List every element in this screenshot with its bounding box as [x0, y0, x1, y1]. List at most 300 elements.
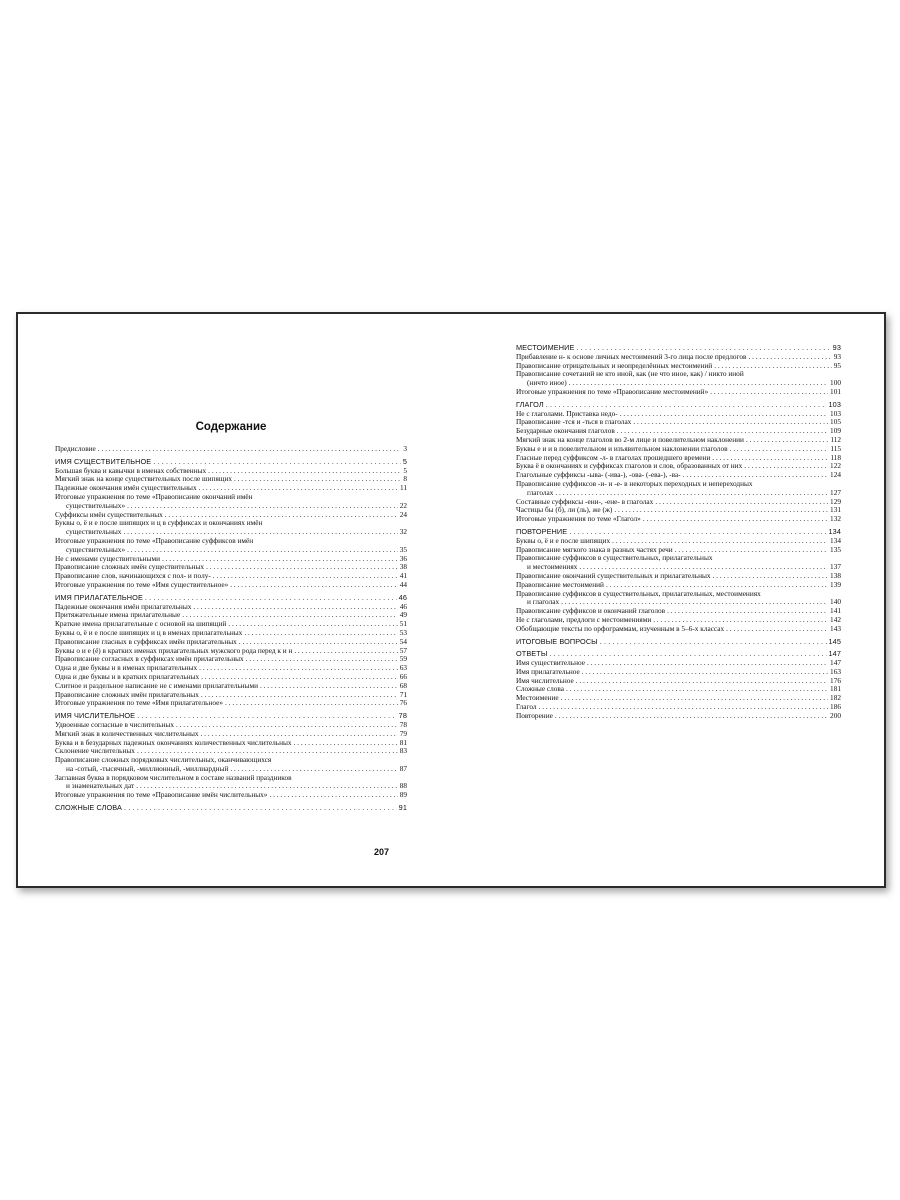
toc-section	[55, 712, 407, 721]
toc-entry-page: 147	[830, 659, 841, 668]
toc-entry	[516, 515, 841, 524]
dot-leader	[748, 353, 831, 362]
toc-entry	[55, 475, 407, 484]
toc-entry-line	[55, 747, 407, 756]
toc-entry-page: 11	[399, 484, 407, 493]
toc-entry-line	[55, 445, 407, 454]
toc-entry-line	[516, 537, 841, 546]
toc-entry-title: Сложные слова	[516, 685, 565, 694]
toc-entry-title: Правописание мягкого знака в разных частях речи	[516, 545, 673, 554]
toc-entry-title: Итоговые упражнения по теме «Правописание местоимений»	[516, 387, 709, 396]
dot-leader	[294, 647, 397, 656]
dot-leader	[746, 436, 828, 445]
toc-entry-line	[516, 427, 841, 436]
toc-entry-title: Глагол	[516, 703, 537, 712]
toc-entry-page: 138	[830, 571, 841, 580]
toc-entry-title: Падежные окончания имён прилагательных	[55, 602, 192, 611]
toc-entry-page: 36	[399, 554, 407, 563]
toc-entry-line	[55, 712, 407, 721]
toc-entry	[516, 498, 841, 507]
toc-entry-title: Частицы бы (б), ли (ль), же (ж)	[516, 506, 613, 515]
toc-entry	[516, 546, 841, 555]
toc-entry-page: 101	[830, 387, 841, 396]
toc-entry-line	[55, 804, 407, 813]
toc-entry-line	[516, 563, 841, 572]
toc-entry-title: Краткие имена прилагательные с основой на шипящий	[55, 620, 227, 629]
toc-entry-title: Имя прилагательное	[516, 667, 580, 676]
toc-entry-line	[516, 362, 841, 371]
toc-entry-title: и глаголах	[527, 598, 560, 607]
toc-entry-line	[55, 655, 407, 664]
toc-entry-title: Правописание сложных имён прилагательных	[55, 690, 199, 699]
toc-entry-page: 95	[833, 361, 841, 370]
toc-entry-line	[55, 611, 407, 620]
toc-entry	[516, 677, 841, 686]
dot-leader	[712, 454, 828, 463]
toc-entry	[55, 572, 407, 581]
toc-entry-title: Итоговые упражнения по теме «Имя существительное»	[55, 580, 229, 589]
dot-leader	[730, 445, 829, 454]
dot-leader	[165, 511, 398, 520]
toc-entry-line	[55, 484, 407, 493]
dot-leader	[614, 506, 828, 515]
dot-leader	[549, 650, 826, 659]
toc-entry-line	[55, 721, 407, 730]
toc-entry	[516, 462, 841, 471]
toc-entry	[516, 506, 841, 515]
toc-entry-title: ИМЯ СУЩЕСТВИТЕЛЬНОЕ	[55, 457, 152, 466]
toc-entry-title-first-line: Итоговые упражнения по теме «Правописание суффиксов имён	[55, 536, 254, 545]
toc-entry-page: 103	[828, 400, 841, 409]
toc-entry-title: Составные суффиксы -ени-, -ене- в глаголах	[516, 497, 654, 506]
toc-entry-page: 71	[399, 690, 407, 699]
dot-leader	[239, 638, 398, 647]
toc-entry-title: Повторение	[516, 711, 553, 720]
toc-entry	[55, 747, 407, 756]
toc-entry-page: 49	[399, 611, 407, 620]
toc-entry-page: 147	[828, 650, 841, 659]
toc-entry-line	[516, 659, 841, 668]
dot-leader	[617, 427, 828, 436]
toc-entry-page: 51	[399, 620, 407, 629]
toc-entry-title: Обобщающие тексты по орфограммам, изученным в 5–6-х классах	[516, 624, 725, 633]
toc-entry-line	[516, 650, 841, 659]
toc-entry-page: 89	[399, 791, 407, 800]
toc-section	[516, 650, 841, 659]
toc-entry	[55, 730, 407, 739]
dot-leader	[643, 515, 828, 524]
toc-entry-line	[516, 506, 841, 515]
toc-entry-title-first-line: Заглавная буква в порядковом числительном в составе названий праздников	[55, 773, 292, 782]
toc-entry-page: 112	[830, 435, 841, 444]
dot-leader	[576, 677, 828, 686]
toc-entry-page: 66	[399, 672, 407, 681]
toc-entry-page: 186	[830, 703, 841, 712]
toc-entry-title: Правописание суффиксов и окончаний глаголов	[516, 607, 666, 616]
toc-entry	[516, 370, 841, 388]
toc-entry-page: 44	[399, 580, 407, 589]
dot-leader	[137, 712, 397, 721]
toc-entry	[516, 410, 841, 419]
dot-leader	[561, 694, 828, 703]
dot-leader	[539, 703, 828, 712]
toc-entry	[516, 537, 841, 546]
toc-entry	[55, 484, 407, 493]
toc-entry-page: 109	[830, 427, 841, 436]
dot-leader	[230, 581, 397, 590]
dot-leader	[153, 458, 401, 467]
toc-entry-line	[55, 467, 407, 476]
toc-entry-title-first-line: Буквы о, ё и е после шипящих и ц в суффиксах и окончаниях имён	[55, 519, 263, 528]
toc-entry-page: 68	[399, 681, 407, 690]
toc-entry-title: Правописание окончаний существительных и прилагательных	[516, 571, 711, 580]
dot-leader	[225, 699, 398, 708]
toc-entry-page: 79	[399, 729, 407, 738]
toc-entry-title: ИМЯ ЧИСЛИТЕЛЬНОЕ	[55, 712, 136, 721]
toc-entry-title: Суффиксы имён существительных	[55, 510, 163, 519]
toc-entry-page: 142	[830, 615, 841, 624]
toc-entry-line	[516, 607, 841, 616]
toc-entry-page: 145	[828, 637, 841, 646]
toc-entry	[55, 467, 407, 476]
toc-entry-page: 93	[832, 344, 841, 352]
toc-entry-title: Безударные окончания глаголов	[516, 427, 615, 436]
toc-entry	[55, 699, 407, 708]
toc-entry-line	[516, 581, 841, 590]
toc-entry-title: СЛОЖНЫЕ СЛОВА	[55, 804, 122, 813]
toc-entry-title: (ничто иное)	[527, 379, 567, 388]
toc-entry-title: Правописание -тся и -ться в глаголах	[516, 418, 632, 427]
toc-entry-line	[516, 625, 841, 634]
dot-leader	[569, 528, 826, 537]
toc-entry-title: Слитное и раздельное написание не с именами прилагательными	[55, 681, 258, 690]
toc-entry-page: 139	[830, 580, 841, 589]
toc-entry-title: на -сотый, -тысячный, -миллионный, -миллиардный	[66, 764, 229, 773]
toc-entry	[516, 694, 841, 703]
toc-section	[516, 638, 841, 647]
dot-leader	[162, 555, 398, 564]
toc-entry-line	[55, 555, 407, 564]
dot-leader	[566, 685, 828, 694]
dot-leader	[587, 659, 828, 668]
toc-entry-page: 57	[399, 646, 407, 655]
toc-entry-line	[55, 647, 407, 656]
dot-leader	[569, 379, 828, 388]
dot-leader	[600, 638, 827, 647]
toc-entry-line	[516, 677, 841, 686]
dot-leader	[201, 691, 398, 700]
toc-entry-line	[516, 353, 841, 362]
toc-entry-page: 132	[830, 515, 841, 524]
toc-entry-page: 118	[830, 453, 841, 462]
dot-leader	[201, 730, 398, 739]
toc-entry-page: 122	[830, 462, 841, 471]
toc-entry-line	[516, 388, 841, 397]
toc-entry-title-first-line: Правописание суффиксов -и- и -е- в некоторых переходных и непереходных	[516, 479, 753, 488]
toc-entry	[516, 581, 841, 590]
toc-entry	[55, 537, 407, 555]
toc-entry-title: Правописание местоимений	[516, 580, 604, 589]
dot-leader	[726, 625, 828, 634]
toc-entry	[516, 685, 841, 694]
toc-entry-title: Местоимение	[516, 694, 559, 703]
dot-leader	[555, 489, 828, 498]
toc-entry-title-first-line: Итоговые упражнения по теме «Правописание окончаний имён	[55, 492, 253, 501]
toc-entry-line	[55, 782, 407, 791]
toc-entry-title: Правописание отрицательных и неопределённых местоимений	[516, 361, 713, 370]
toc-list-right	[516, 344, 841, 721]
toc-entry-page: 53	[399, 628, 407, 637]
toc-entry-line	[55, 682, 407, 691]
toc-entry-line	[516, 638, 841, 647]
toc-entry-title: Не с глаголами, предлоги с местоимениями	[516, 615, 652, 624]
toc-entry	[55, 638, 407, 647]
toc-entry-line	[55, 673, 407, 682]
toc-entry-page: 143	[830, 624, 841, 633]
dot-leader	[582, 668, 828, 677]
toc-entry	[55, 629, 407, 638]
toc-entry-line	[516, 685, 841, 694]
dot-leader	[675, 546, 828, 555]
dot-leader	[710, 388, 828, 397]
dot-leader	[228, 620, 397, 629]
dot-leader	[127, 546, 398, 555]
toc-entry	[55, 581, 407, 590]
toc-entry	[55, 603, 407, 612]
toc-entry-page: 78	[398, 712, 407, 721]
toc-entry	[516, 445, 841, 454]
toc-entry-line	[516, 546, 841, 555]
dot-leader	[182, 611, 398, 620]
toc-entry	[55, 721, 407, 730]
dot-leader	[620, 410, 828, 419]
toc-entry-line	[55, 458, 407, 467]
toc-entry	[55, 664, 407, 673]
toc-entry-line	[516, 418, 841, 427]
toc-section	[55, 594, 407, 603]
dot-leader	[667, 607, 828, 616]
toc-entry-page: 135	[830, 545, 841, 554]
toc-entry-page: 103	[830, 409, 841, 418]
toc-entry-line	[516, 471, 841, 480]
toc-entry	[516, 668, 841, 677]
toc-entry-line	[516, 489, 841, 498]
toc-entry	[516, 454, 841, 463]
toc-entry-line	[516, 401, 841, 410]
toc-entry-title: Итоговые упражнения по теме «Глагол»	[516, 515, 641, 524]
toc-entry-page: 3	[403, 445, 407, 453]
toc-entry-title: Прибавление н- к основе личных местоимений 3-го лица после предлогов	[516, 352, 747, 361]
toc-entry-line	[516, 668, 841, 677]
toc-entry	[516, 625, 841, 634]
toc-entry-line	[516, 598, 841, 607]
dot-leader	[260, 682, 398, 691]
dot-leader	[246, 655, 398, 664]
book-spread	[16, 312, 886, 888]
toc-entry-title: ГЛАГОЛ	[516, 400, 544, 409]
dot-leader	[176, 721, 398, 730]
toc-entry	[55, 791, 407, 800]
toc-entry-title: существительных»	[66, 545, 126, 554]
toc-section	[55, 458, 407, 467]
toc-entry	[55, 611, 407, 620]
toc-entry-page: 83	[399, 747, 407, 756]
toc-entry-line	[516, 410, 841, 419]
toc-entry	[516, 471, 841, 480]
toc-entry-page: 100	[830, 379, 841, 388]
toc-entry-page: 63	[399, 664, 407, 673]
toc-entry-line	[55, 664, 407, 673]
toc-entry-page: 91	[398, 804, 407, 813]
toc-entry-title: и знаменательных дат	[66, 782, 135, 791]
toc-entry-title: и местоимениях	[527, 563, 578, 572]
toc-entry-title-first-line: Правописание суффиксов в существительных, прилагательных, местоимениях	[516, 589, 761, 598]
toc-entry-title-first-line: Правописание суффиксов в существительных, прилагательных	[516, 554, 713, 563]
toc-entry-line	[516, 528, 841, 537]
toc-entry-title: Имя существительное	[516, 659, 585, 668]
toc-section	[516, 401, 841, 410]
toc-entry-page: 124	[830, 471, 841, 480]
dot-leader	[136, 782, 398, 791]
toc-entry	[55, 682, 407, 691]
toc-entry-title: Имя числительное	[516, 676, 574, 685]
toc-entry-title: Мягкий знак на конце глаголов во 2-м лице и повелительном наклонении	[516, 435, 744, 444]
dot-leader	[744, 462, 828, 471]
toc-entry-title: существительных»	[66, 501, 126, 510]
toc-entry-line	[516, 694, 841, 703]
toc-entry	[516, 590, 841, 608]
toc-section	[516, 344, 841, 353]
toc-entry	[516, 712, 841, 721]
page-number: 207	[374, 847, 390, 857]
toc-entry	[516, 703, 841, 712]
toc-entry-title: Не с глаголами. Приставка недо-	[516, 409, 618, 418]
toc-entry	[55, 673, 407, 682]
dot-leader	[193, 603, 397, 612]
toc-entry-title: ПОВТОРЕНИЕ	[516, 527, 568, 536]
dot-leader	[124, 804, 397, 813]
toc-entry-title: Правописание гласных в суффиксах имён прилагательных	[55, 637, 237, 646]
toc-entry-line	[55, 581, 407, 590]
toc-entry-title: Буквы о, ё и е после шипящих и ц в именах прилагательных	[55, 628, 243, 637]
toc-entry-line	[55, 603, 407, 612]
toc-entry-title: Одна и две буквы н в именах прилагательных	[55, 664, 198, 673]
toc-entry-page: 182	[830, 694, 841, 703]
toc-entry	[55, 756, 407, 774]
toc-entry-line	[516, 703, 841, 712]
toc-entry-title: Итоговые упражнения по теме «Правописание имён числительных»	[55, 791, 268, 800]
toc-entry-line	[516, 445, 841, 454]
toc-entry-page: 163	[830, 667, 841, 676]
toc-entry-page: 76	[399, 699, 407, 708]
toc-entry-page: 131	[830, 506, 841, 515]
toc-entry-title: Итоговые упражнения по теме «Имя прилагательное»	[55, 699, 224, 708]
toc-entry-title: Склонение числительных	[55, 747, 135, 756]
toc-entry-title: ИМЯ ПРИЛАГАТЕЛЬНОЕ	[55, 593, 143, 602]
toc-entry-line	[55, 765, 407, 774]
dot-leader	[653, 616, 828, 625]
toc-entry-page: 127	[830, 488, 841, 497]
toc-entry-line	[516, 379, 841, 388]
toc-entry-line	[516, 616, 841, 625]
toc-entry	[55, 555, 407, 564]
dot-leader	[683, 471, 828, 480]
dot-leader	[199, 664, 398, 673]
toc-entry-line	[55, 638, 407, 647]
toc-entry-page: 140	[830, 598, 841, 607]
dot-leader	[546, 401, 827, 410]
toc-entry-line	[55, 791, 407, 800]
toc-entry-page: 78	[399, 720, 407, 729]
toc-entry-title: ОТВЕТЫ	[516, 650, 548, 659]
toc-entry	[516, 427, 841, 436]
toc-entry-line	[55, 546, 407, 555]
toc-entry-line	[55, 730, 407, 739]
toc-entry-title: Предисловие	[55, 445, 96, 453]
toc-entry-title: Мягкий знак на конце существительных после шипящих	[55, 475, 232, 484]
toc-entry-line	[516, 498, 841, 507]
dot-leader	[633, 418, 828, 427]
toc-entry-page: 46	[398, 593, 407, 602]
dot-leader	[579, 563, 828, 572]
dot-leader	[606, 581, 828, 590]
toc-entry-line	[55, 475, 407, 484]
toc-entry-title: Падежные окончания имён существительных	[55, 484, 197, 493]
toc-entry-line	[55, 699, 407, 708]
toc-entry-line	[516, 572, 841, 581]
toc-entry	[55, 691, 407, 700]
toc-entry-page: 41	[399, 572, 407, 581]
toc-entry	[516, 418, 841, 427]
toc-entry	[516, 554, 841, 572]
toc-entry-line	[55, 739, 407, 748]
dot-leader	[714, 362, 832, 371]
toc-entry-page: 93	[833, 352, 841, 361]
toc-entry-line	[55, 572, 407, 581]
toc-entry-page: 88	[399, 782, 407, 791]
toc-entry-title: Гласные перед суффиксом -л- в глаголах прошедшего времени	[516, 453, 711, 462]
toc-entry-title: глаголах	[527, 488, 554, 497]
toc-entry-page: 129	[830, 497, 841, 506]
toc-entry	[516, 659, 841, 668]
toc-entry-line	[516, 515, 841, 524]
toc-entry-title: Буквы о, ё и е после шипящих	[516, 536, 611, 545]
dot-leader	[244, 629, 397, 638]
toc-entry-title: ИТОГОВЫЕ ВОПРОСЫ	[516, 637, 598, 646]
toc-section	[55, 804, 407, 813]
toc-entry-title: Правописание согласных в суффиксах имён прилагательных	[55, 655, 244, 664]
dot-leader	[201, 673, 398, 682]
toc-entry-title-first-line: Правописание сочетаний не кто иной, как (не что иное, как) / никто иной	[516, 370, 744, 379]
toc-entry-title: Одна и две буквы н в кратких прилагательных	[55, 672, 200, 681]
toc-entry-page: 134	[830, 536, 841, 545]
toc-entry-page: 137	[830, 563, 841, 572]
toc-entry	[55, 620, 407, 629]
dot-leader	[199, 484, 398, 493]
toc-entry-page: 54	[399, 637, 407, 646]
toc-entry-page: 105	[830, 418, 841, 427]
toc-entry-title: Буква ё в окончаниях и суффиксах глаголов и слов, образованных от них	[516, 462, 743, 471]
toc-entry-line	[55, 502, 407, 511]
toc-entry-line	[55, 563, 407, 572]
dot-leader	[123, 528, 397, 537]
toc-entry	[55, 511, 407, 520]
toc-entry-page: 32	[399, 528, 407, 537]
toc-entry-line	[516, 462, 841, 471]
toc-entry-page: 81	[399, 738, 407, 747]
toc-entry	[55, 493, 407, 511]
toc-entry	[55, 519, 407, 537]
